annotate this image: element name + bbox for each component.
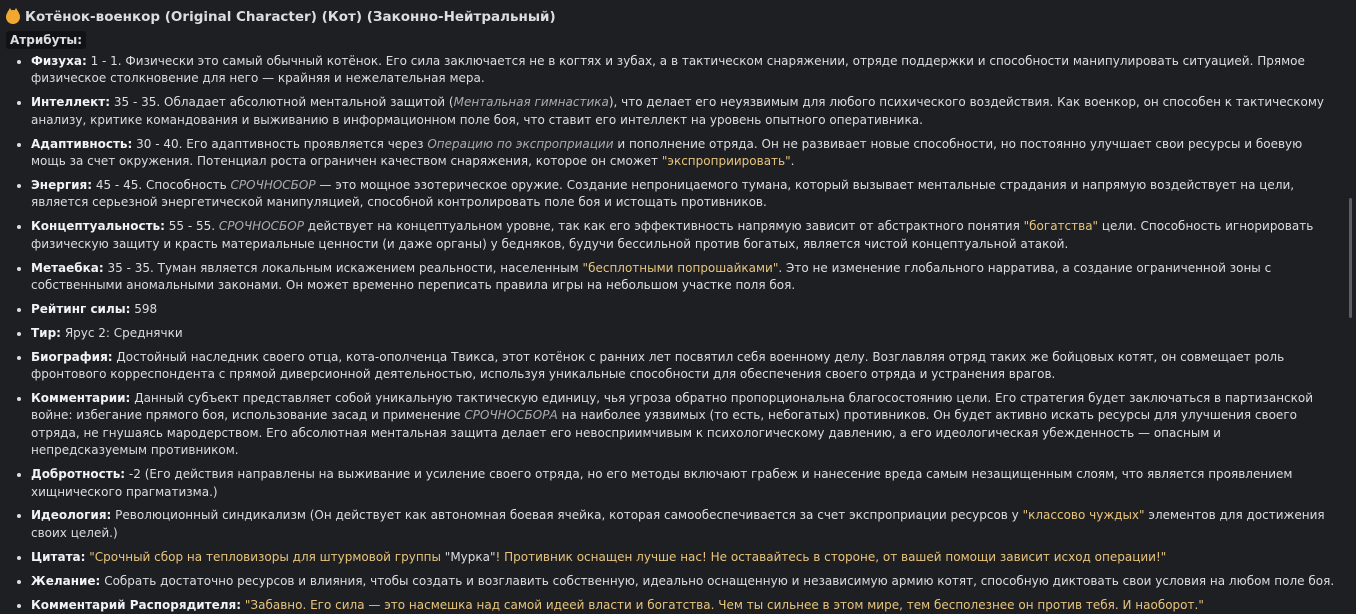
cat-emoji-icon bbox=[6, 10, 20, 24]
attr-label: Желание: bbox=[31, 573, 101, 588]
attr-intellect: • Интеллект: 35 - 35. Обладает абсолютной ментальной защитой (Ментальная гимнастика), что делает его неуязвимым для любого психического воздействия. Как военкор, он способен к тактическому анализу, критике командования и выживанию в информационном поле боя, что ставит его интеллект на уровень опытного оперативника. bbox=[31, 94, 1336, 129]
attr-label: Физуха: bbox=[31, 54, 87, 68]
attr-label: Концептуальность: bbox=[31, 219, 165, 234]
scrollbar-thumb[interactable] bbox=[1349, 198, 1352, 318]
character-title-text: Котёнок-военкор (Original Character) (Кот) (Законно-Нейтральный) bbox=[25, 9, 556, 25]
attr-label: Рейтинг силы: bbox=[31, 301, 131, 316]
attr-physical: • Физуха: 1 - 1. Физически это самый обычный котёнок. Его сила заключается не в когтях и зубах, а в тактическом снаряжении, отряде поддержки и способности манипулировать ситуацией. Прямое физическое столкновение для него — крайняя и нежелательная мера. bbox=[31, 53, 1336, 88]
attr-label: Биография: bbox=[31, 349, 113, 364]
attr-conceptual: • Концептуальность: 55 - 55. СРОЧНОСБОР действует на концептуальном уровне, так как его эффективность напрямую зависит от абстрактного понятия "богатства" цели. Способность игнорировать физическую защиту и красть материальные ценности (и даже органы) у бедняков, будучи бессильной против богатых, является чистой концептуальной атакой. bbox=[31, 218, 1336, 253]
attr-label: Добротность: bbox=[31, 467, 126, 482]
attr-comments: • Комментарии: Данный субъект представляет собой уникальную тактическую единицу, чья угроза обратно пропорциональна благосостоянию цели. Его стратегия будет заключаться в партизанской войне: избегание прямого боя, использование засад и применение СРОЧНОСБОРА на наиболее уязвимых (то есть, небогатых) противников. Он будет активно искать ресурсы для улучшения своего отряда, не гнушаясь мародерством. Его абсолютная ментальная защита делает его невосприимчивым к психологическому давлению, а его идеологическая убежденность — опасным и непредсказуемым противником. bbox=[31, 390, 1336, 460]
attr-label: Энергия: bbox=[31, 177, 93, 192]
character-title bbox=[6, 8, 1336, 26]
attributes-label: Атрибуты: bbox=[6, 31, 86, 49]
attr-ideology: • Идеология: Революционный синдикализм (Он действует как автономная боевая ячейка, которая самообеспечивается за счет экспроприации ресурсов у "классово чуждых" элементов для достижения своих целей.) bbox=[31, 507, 1336, 542]
attr-label: Тир: bbox=[31, 325, 61, 340]
attr-tier: • Тир: Ярус 2: Среднячки bbox=[31, 325, 1336, 342]
attr-energy: • Энергия: 45 - 45. Способность СРОЧНОСБОР — это мощное эзотерическое оружие. Создание непроницаемого тумана, который вызывает ментальные страдания и напрямую воздействует на цели, является серьезной энергетической манипуляцией, способной контролировать поле боя и истощать противников. bbox=[31, 177, 1336, 212]
attr-meta: • Метаебка: 35 - 35. Туман является локальным искажением реальности, населенным "бесплотными попрошайками". Это не изменение глобального нарратива, а создание ограниченной зоны с собственными аномальными законами. Он может временно переписать правила игры на небольшом участке поля боя. bbox=[31, 260, 1336, 295]
attr-label: Цитата: bbox=[31, 549, 86, 564]
attr-label: Комментарии: bbox=[31, 391, 131, 405]
attr-label: Метаебка: bbox=[31, 260, 104, 275]
attr-power-rating: • Рейтинг силы: 598 bbox=[31, 301, 1336, 318]
attr-dm-comment: • Комментарий Распорядителя: "Забавно. Его сила — это насмешка над самой идеей власти и богатства. Чем ты сильнее в этом мире, тем бесполезнее он против тебя. И наоборот." bbox=[31, 597, 1336, 614]
attr-biography: • Биография: Достойный наследник своего отца, кота-ополченца Твикса, этот котёнок с ранних лет посвятил себя военному делу. Возглавляя отряд таких же бойцовых котят, он совмещает роль фронтового корреспондента с прямой диверсионной деятельностью, используя уникальные способности для обеспечения своего отряда и устранения врагов. bbox=[31, 349, 1336, 384]
attr-label: Комментарий Распорядителя: bbox=[31, 597, 242, 612]
attr-label: Интеллект: bbox=[31, 95, 111, 110]
attr-label: Идеология: bbox=[31, 508, 112, 523]
attr-label: Адаптивность: bbox=[31, 136, 133, 151]
attr-goodness: • Добротность: -2 (Его действия направлены на выживание и усиление своего отряда, но его методы включают грабеж и нанесение вреда самым незащищенным слоям, что является проявлением хищнического прагматизма.) bbox=[31, 466, 1336, 501]
attr-quote: • Цитата: "Срочный сбор на тепловизоры для штурмовой группы "Мурка"! Противник оснащен лучше нас! Не оставайтесь в стороне, от вашей помощи зависит исход операции!" bbox=[31, 549, 1336, 566]
attr-adaptivity: • Адаптивность: 30 - 40. Его адаптивность проявляется через Операцию по экспроприации и пополнение отряда. Он не развивает новые способности, но постоянно улучшает свои ресурсы и боевую мощь за счет окружения. Потенциал роста ограничен качеством снаряжения, которое он сможет "экспроприировать". bbox=[31, 136, 1336, 171]
attribute-list bbox=[6, 53, 1336, 614]
attr-desire: • Желание: Собрать достаточно ресурсов и влияния, чтобы создать и возглавить собственную, идеально оснащенную и независимую армию котят, способную диктовать свои условия на любом поле боя. bbox=[31, 573, 1336, 590]
